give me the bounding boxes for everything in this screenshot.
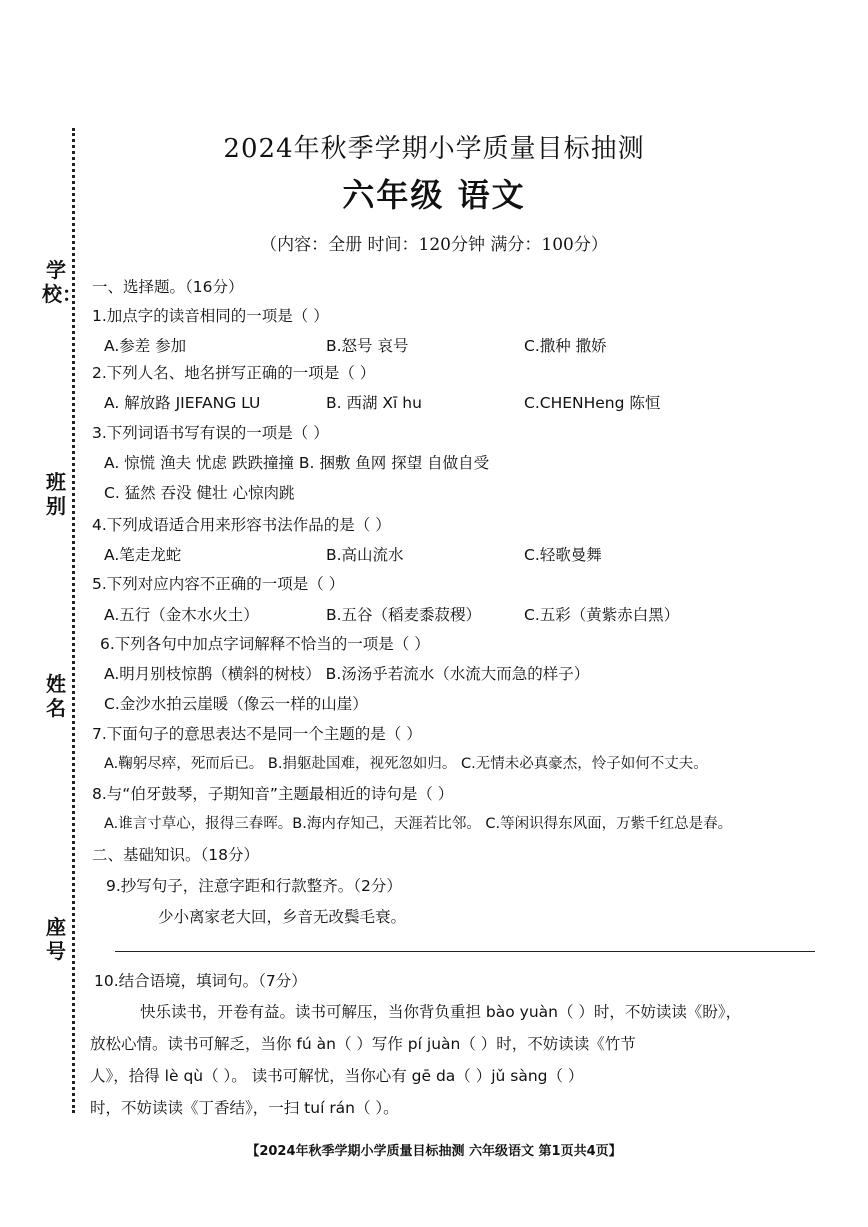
q8-line: A.谁言寸草心，报得三春晖。B.海内存知己，天涯若比邻。 C.等闲识得东风面，万紫千红总是春。 <box>104 816 733 832</box>
q5-stem: 5.下列对应内容不正确的一项是（ ） <box>92 575 345 593</box>
q7-line: A.鞠躬尽瘁，死而后已。 B.捐躯赴国难，视死忽如归。 C.无情未必真豪杰，怜子如何不丈夫。 <box>104 756 708 772</box>
q4-option-b: B.高山流水 <box>326 546 404 564</box>
q2-option-b: B. 西湖 Xī hu <box>326 394 422 412</box>
q5-option-c: C.五彩（黄紫赤白黑） <box>524 606 680 624</box>
school-label: 学校： <box>42 258 82 306</box>
q2-stem: 2.下列人名、地名拼写正确的一项是（ ） <box>92 364 376 382</box>
q2-option-c: C.CHENHeng 陈恒 <box>524 394 661 412</box>
q6-line1: A.明月别枝惊鹊（横斜的树枝） B.汤汤乎若流水（水流大而急的样子） <box>104 665 590 683</box>
exam-title: 2024年秋季学期小学质量目标抽测 <box>223 134 645 164</box>
q9-sentence: 少小离家老大回，乡音无改鬓毛衰。 <box>158 908 407 926</box>
q1-option-b: B.怒号 哀号 <box>326 337 409 355</box>
q6-stem: 6.下列各句中加点字词解释不恰当的一项是（ ） <box>100 635 430 653</box>
q10-line3: 人》，拾得 lè qù（ ）。 读书可解忧，当你心有 gē dа（ ）jǔ sàng（ ） <box>90 1067 584 1085</box>
q3-stem: 3.下列词语书写有误的一项是（ ） <box>92 424 329 442</box>
q1-option-c: C.撒种 撒娇 <box>524 337 607 355</box>
q10-line1: 快乐读书，开卷有益。读书可解压，当你背负重担 bào yuàn（ ）时，不妨读读《盼》， <box>140 1003 742 1021</box>
seat-label: 座号 <box>46 915 66 963</box>
class-label: 班别 <box>46 470 66 518</box>
q10-line2: 放松心情。读书可解乏，当你 fú àn（ ）写作 pí juàn（ ）时，不妨读读《竹节 <box>90 1035 636 1053</box>
q5-option-b: B.五谷（稻麦黍菽稷） <box>326 606 482 624</box>
page-footer: 【2024年秋季学期小学质量目标抽测 六年级语文 第1页共4页】 <box>246 1144 622 1159</box>
q1-stem: 1.加点字的读音相同的一项是（ ） <box>92 307 329 325</box>
q1-option-a: A.参差 参加 <box>104 337 187 355</box>
exam-info: （内容：全册 时间：120分钟 满分：100分） <box>260 235 608 255</box>
q6-line2: C.金沙水拍云崖暖（像云一样的山崖） <box>104 695 368 713</box>
name-label: 姓名 <box>46 672 66 720</box>
q3-line1: A. 惊慌 渔夫 忧虑 跌跌撞撞 B. 捆敷 鱼网 探望 自做自受 <box>104 454 490 472</box>
section2-heading: 二、基础知识。（18分） <box>92 846 259 864</box>
q4-stem: 4.下列成语适合用来形容书法作品的是（ ） <box>92 516 391 534</box>
q7-stem: 7.下面句子的意思表达不是同一个主题的是（ ） <box>92 725 422 743</box>
q4-option-c: C.轻歌曼舞 <box>524 546 602 564</box>
q4-option-a: A.笔走龙蛇 <box>104 546 182 564</box>
q2-option-a: A. 解放路 JIEFANG LU <box>104 394 261 412</box>
q10-line4: 时，不妨读读《丁香结》，一扫 tuí rán（ ）。 <box>90 1099 399 1117</box>
q9-stem: 9.抄写句子，注意字距和行款整齐。（2分） <box>106 877 402 895</box>
section1-heading: 一、选择题。（16分） <box>92 278 244 296</box>
binding-dotted-line <box>72 128 75 1113</box>
q10-stem: 10.结合语境，填词句。（7分） <box>94 972 307 990</box>
q5-option-a: A.五行（金木水火土） <box>104 606 259 624</box>
exam-subtitle: 六年级 语文 <box>342 176 526 214</box>
q9-answer-line[interactable] <box>115 951 815 952</box>
q8-stem: 8.与“伯牙鼓琴，子期知音”主题最相近的诗句是（ ） <box>92 785 454 803</box>
q3-line2: C. 猛然 吞没 健壮 心惊肉跳 <box>104 484 295 502</box>
